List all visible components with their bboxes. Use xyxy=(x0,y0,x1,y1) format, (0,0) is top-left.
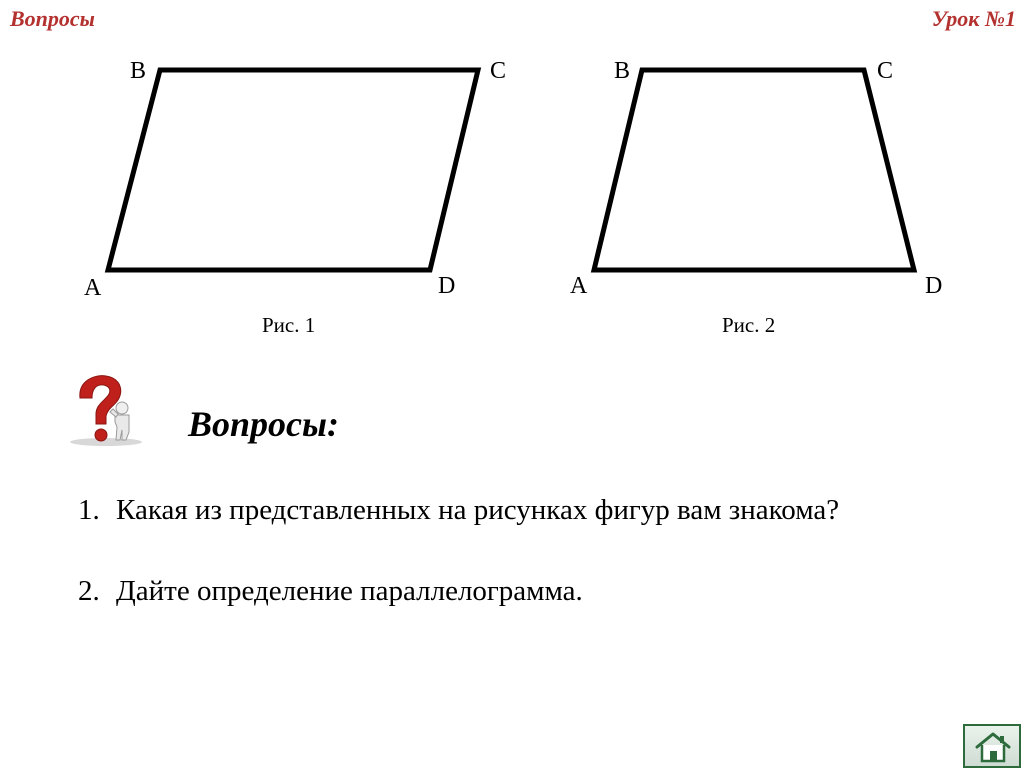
header-left-title: Вопросы xyxy=(10,6,95,31)
parallelogram-shape xyxy=(108,70,478,270)
question-text: Дайте определение параллелограмма. xyxy=(116,575,583,607)
trapezoid-shape xyxy=(594,70,914,270)
vertex-label-b: B xyxy=(614,58,631,84)
figure-parallelogram xyxy=(0,0,1024,340)
question-text: Какая из представленных на рисунках фигур вам знакома? xyxy=(116,494,840,526)
question-mark-person-icon xyxy=(66,372,146,448)
question-number: 2. xyxy=(78,575,100,607)
question-item xyxy=(78,494,839,527)
questions-title: Вопросы: xyxy=(188,404,339,444)
home-button[interactable] xyxy=(963,724,1021,768)
home-icon xyxy=(974,730,1012,764)
vertex-label-a: A xyxy=(570,273,588,299)
question-item xyxy=(78,575,583,608)
vertex-label-c: C xyxy=(877,58,894,84)
figure-1-caption: Рис. 1 xyxy=(262,313,316,337)
vertex-label-c: C xyxy=(490,58,507,84)
vertex-label-d: D xyxy=(438,273,456,299)
vertex-label-b: B xyxy=(130,58,147,84)
question-number: 1. xyxy=(78,494,100,526)
header-lesson-number: Урок №1 xyxy=(931,6,1016,31)
figure-2-caption: Рис. 2 xyxy=(722,313,776,337)
vertex-label-d: D xyxy=(925,273,943,299)
vertex-label-a: A xyxy=(84,275,102,301)
